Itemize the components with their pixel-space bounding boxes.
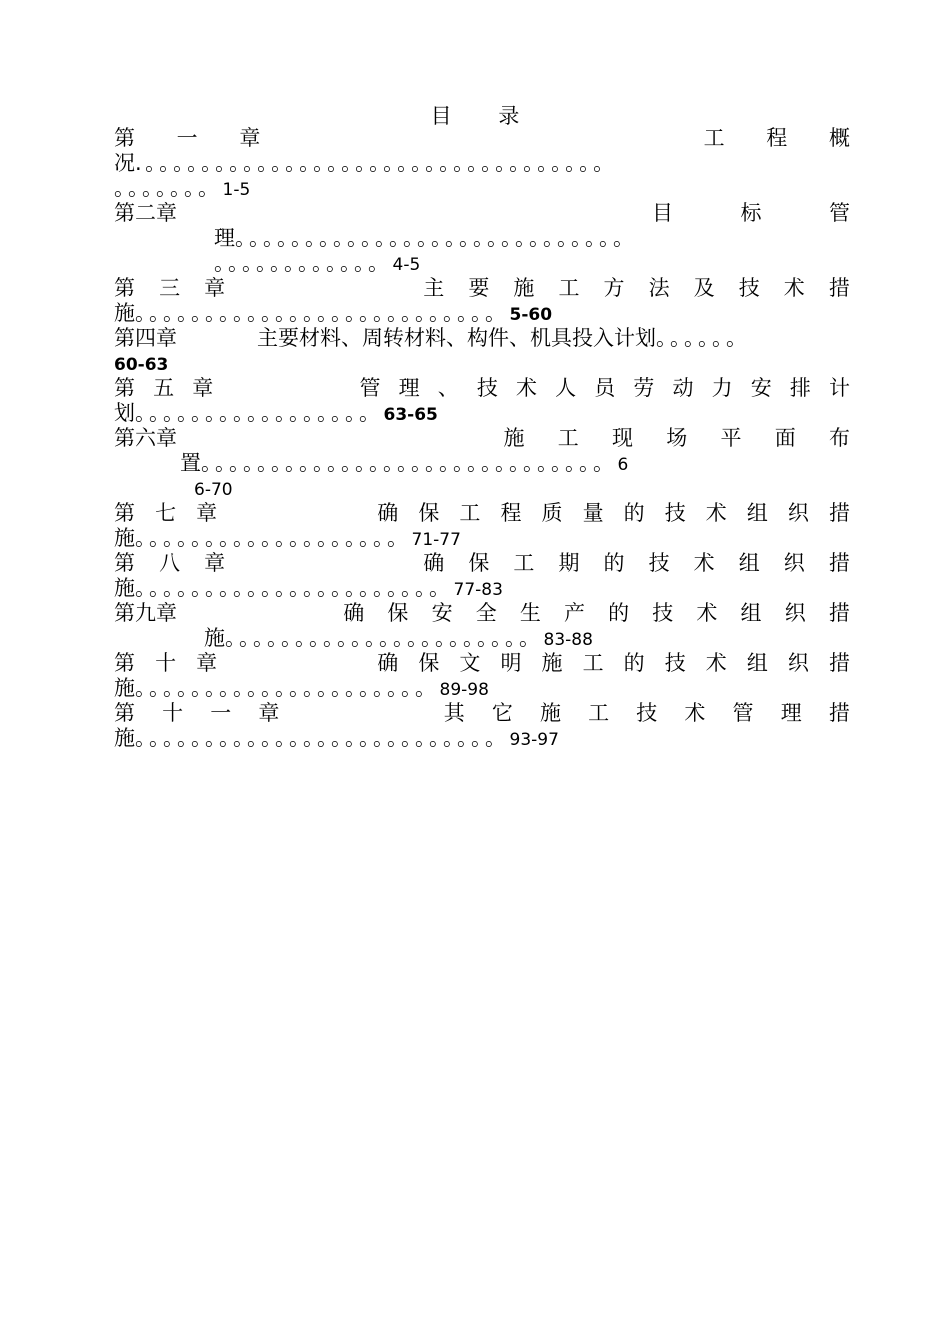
toc-entry-7[interactable]: 第 七 章 确 保 工 程 质 量 的 技 术 组 织 措	[114, 501, 850, 525]
toc-page-2: 4-5	[392, 255, 421, 275]
toc-entry-1[interactable]: 第 一 章 工 程 概	[114, 126, 850, 150]
toc-title: 目 录	[430, 104, 540, 128]
toc-page-10: 89-98	[439, 680, 489, 700]
toc-entry-11[interactable]: 第 十 一 章 其 它 施 工 技 术 管 理 措	[114, 701, 850, 725]
toc-page-1: 1-5	[222, 180, 251, 200]
toc-page-5: 63-65	[383, 405, 438, 425]
toc-page-9: 83-88	[543, 630, 593, 650]
toc-entry-8[interactable]: 第 八 章 确 保 工 期 的 技 术 组 织 措	[114, 551, 850, 575]
toc-entry-9[interactable]: 第九章 确 保 安 全 生 产 的 技 术 组 织 措	[114, 601, 850, 625]
toc-page-3: 5-60	[509, 305, 553, 325]
toc-entry-2[interactable]: 第二章 目 标 管	[114, 201, 850, 225]
toc-page-11: 93-97	[509, 730, 559, 750]
toc-page-7: 71-77	[411, 530, 461, 550]
toc-page-8: 77-83	[453, 580, 503, 600]
toc-entry-10[interactable]: 第 十 章 确 保 文 明 施 工 的 技 术 组 织 措	[114, 651, 850, 675]
toc-entry-5[interactable]: 第 五 章 管 理 、 技 术 人 员 劳 动 力 安 排 计	[114, 376, 850, 400]
toc-entry-4[interactable]: 第四章 主要材料、周转材料、构件、机具投入计划。。。。。。	[114, 326, 751, 350]
toc-page-4: 60-63	[114, 355, 169, 375]
table-of-contents: 第 一 章 工 程 概 况.。。。。。。。。。。。。。。。。。。。。。。。。。。。。。。。。。 。。。。。。。1-5 第二章 目 标 管 理。。。。。。。。。。。。。。。。。。。。。。。。。。。。 。。。。。。。。。。。。4-5 第 三 章 主 要 施 工 方 法 及 技 术 措 施。。。。。。。。。。。。。。。。。。。。。。。。。。5-60 第四章 主要材料、周转材料、构件、机具投入计划。。。。。。 60-63 第 五 章 管 理 、 技 术 人 员 劳 动 力 安 排 计 划。。。。。。。。。。。。。。。。。63-65 第六章 施 工 现 场 平 面 布 置。。。。。。。。。。。。。。。。。。。。。。。。。。。。。6 6-70 第 七 章 确 保 工 程 质 量 的 技 术 组 织 措 施。。。。。。。。。。。。。。。。。。。71-77 第 八 章 确 保 工 期 的 技 术 组 织 措 施。。。。。。。。。。。。。。。。。。。。。。77-83 第九章 确 保 安 全 生 产 的 技 术 组 织 措 施。。。。。。。。。。。。。。。。。。。。。。83-88 第 十 章 确 保 文 明 施 工 的 技 术 组 织 措 施。。。。。。。。。。。。。。。。。。。。。89-98 第 十 一 章 其 它 施 工 技 术 管 理 措 施。。。。。。。。。。。。。。。。。。。。。。。。。。93-97	[114, 126, 850, 750]
toc-entry-6[interactable]: 第六章 施 工 现 场 平 面 布	[114, 426, 850, 450]
toc-entry-3[interactable]: 第 三 章 主 要 施 工 方 法 及 技 术 措	[114, 276, 850, 300]
toc-page-6: 6-70	[194, 480, 233, 500]
